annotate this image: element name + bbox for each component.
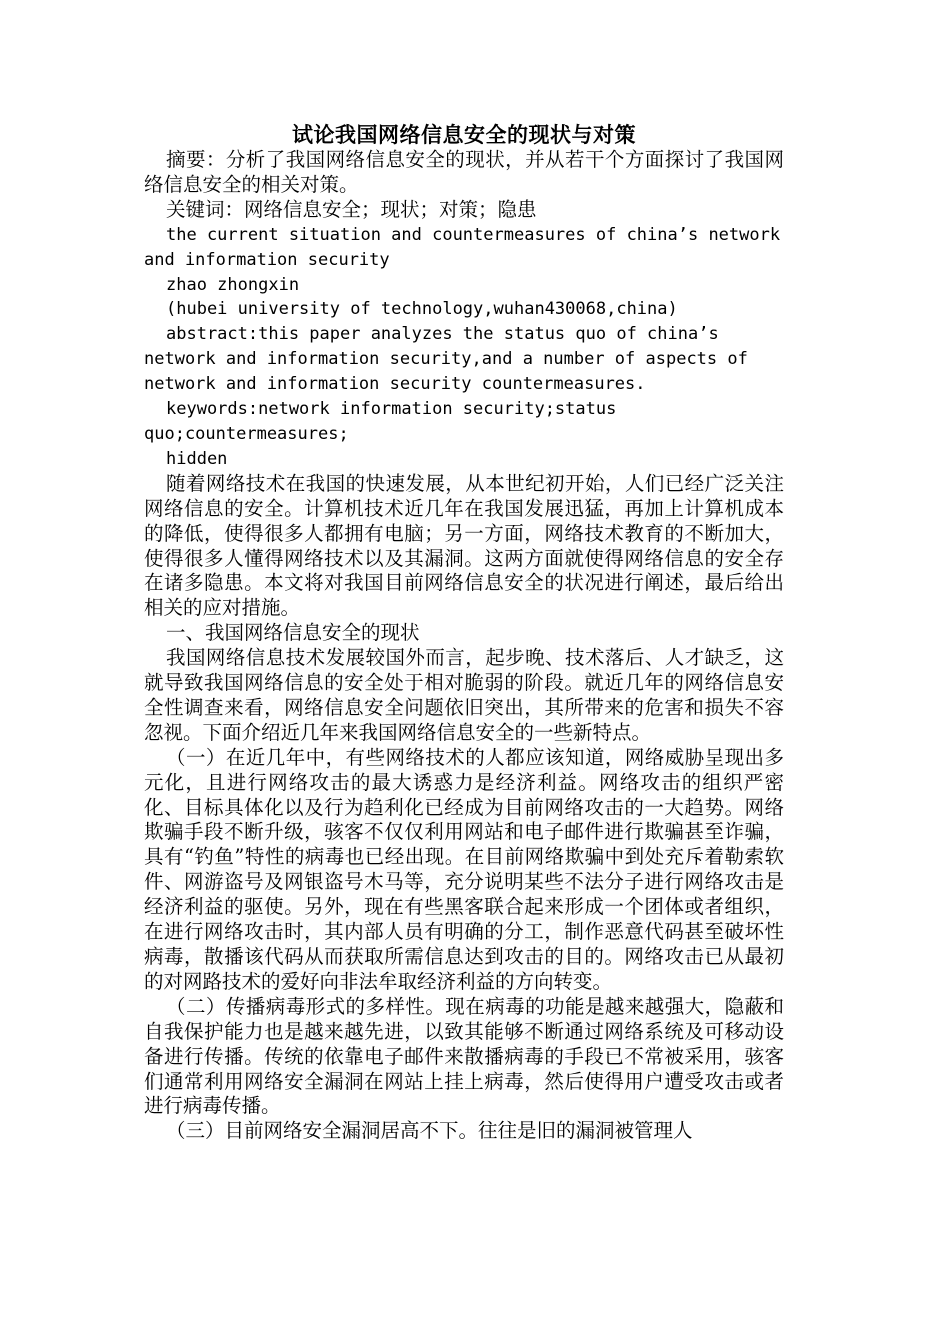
- keywords-en: keywords:network information security;status quo;countermeasures;: [144, 399, 617, 444]
- author-name: zhao zhongxin: [166, 274, 300, 295]
- document-page: [144, 122, 784, 1144]
- intro-paragraph: 随着网络技术在我国的快速发展，从本世纪初开始，人们已经广泛关注网络信息的安全。计算机技术近几年在我国发展迅猛，再加上计算机成本的降低，使得很多人都拥有电脑；另一方面，网络技术教育的不断加大，使得很多人懂得网络技术以及其漏洞。这两方面就使得网络信息的安全存在诸多隐患。本文将对我国目前网络信息安全的状况进行阐述，最后给出相关的应对措施。: [144, 471, 784, 620]
- point-2-paragraph: （二）传播病毒形式的多样性。现在病毒的功能是越来越强大，隐蔽和自我保护能力也是越来越先进，以致其能够不断通过网络系统及可移动设备进行传播。传统的依靠电子邮件来散播病毒的手段已不常被采用，骇客们通常利用网络安全漏洞在网站上挂上病毒，然后使得用户遭受攻击或者进行病毒传播。: [144, 994, 784, 1118]
- abstract-en: abstract:this paper analyzes the status quo of china’s network and information security,and a number of aspects of network and information security countermeasures.: [144, 324, 748, 395]
- keywords-cn: 关键词：网络信息安全；现状；对策；隐患: [166, 197, 537, 221]
- abstract-cn: 摘要：分析了我国网络信息安全的现状，并从若干个方面探讨了我国网络信息安全的相关对策。: [144, 148, 784, 196]
- english-title: the current situation and countermeasures of china’s network and information security: [144, 224, 781, 270]
- document-title: 试论我国网络信息安全的现状与对策: [292, 122, 636, 147]
- section-1-paragraph: 我国网络信息技术发展较国外而言，起步晚、技术落后、人才缺乏，这就导致我国网络信息的安全处于相对脆弱的阶段。就近几年的网络信息安全性调查来看，网络信息安全问题依旧突出，其所带来的危害和损失不容忽视。下面介绍近几年来我国网络信息安全的一些新特点。: [144, 646, 784, 744]
- keywords-en-continued: hidden: [166, 448, 228, 469]
- author-affiliation: (hubei university of technology,wuhan430068,china): [166, 299, 678, 320]
- point-3-paragraph: （三）目前网络安全漏洞居高不下。往往是旧的漏洞被管理人: [166, 1119, 693, 1143]
- section-heading-1: 一、我国网络信息安全的现状: [166, 621, 420, 645]
- point-1-paragraph: （一）在近几年中，有些网络技术的人都应该知道，网络威胁呈现出多元化，且进行网络攻击的最大诱惑力是经济利益。网络攻击的组织严密化、目标具体化以及行为趋利化已经成为目前网络攻击的一大趋势。网络欺骗手段不断升级，骇客不仅仅利用网站和电子邮件进行欺骗甚至诈骗，具有“钓鱼”特性的病毒也已经出现。在目前网络欺骗中到处充斥着勒索软件、网游盗号及网银盗号木马等，充分说明某些不法分子进行网络攻击是经济利益的驱使。另外，现在有些黑客联合起来形成一个团体或者组织，在进行网络攻击时，其内部人员有明确的分工，制作恶意代码甚至破坏性病毒，散播该代码从而获取所需信息达到攻击的目的。网络攻击已从最初的对网路技术的爱好向非法牟取经济利益的方向转变。: [144, 745, 784, 993]
